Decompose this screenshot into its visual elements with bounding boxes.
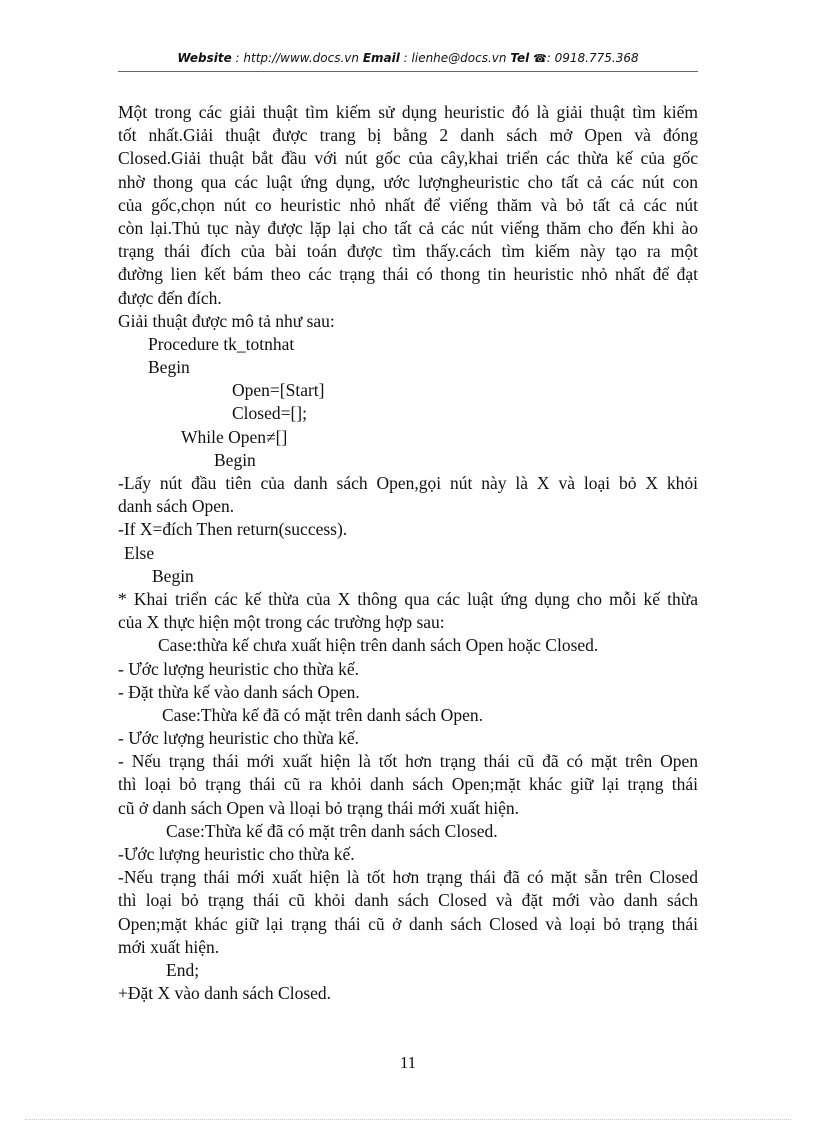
header-divider: [118, 71, 698, 72]
text-line: - Ước lượng heuristic cho thừa kế.: [118, 658, 360, 679]
code-line: Begin: [148, 357, 190, 378]
text-line: được đến đích.: [118, 287, 222, 308]
text-line: nhờ thong qua các luật ứng dụng, ước lượngheuristic cho tất cả các nút con: [118, 171, 698, 192]
text-line: của gốc,chọn nút co heuristic nhỏ nhất để viếng thăm và bỏ tất cả các nút: [118, 194, 698, 215]
website-label: Website: [177, 51, 232, 65]
email-value: : lienhe@docs.vn: [403, 51, 507, 65]
code-line: Else: [124, 542, 155, 563]
case-line: Case:Thừa kế đã có mặt trên danh sách Open.: [162, 704, 483, 725]
text-line: * Khai triển các kế thừa của X thông qua các luật ứng dụng cho mỗi kế thừa: [118, 588, 698, 609]
code-line: While Open≠[]: [181, 426, 288, 447]
text-line: thì loại bỏ trạng thái cũ khỏi danh sách Closed và đặt mới vào danh sách: [118, 890, 698, 911]
text-line: đường lien kết bám theo các trạng thái có thong tin heuristic nhỏ nhất để đạt: [118, 264, 698, 285]
page-header: [118, 51, 698, 65]
text-line: Closed.Giải thuật bắt đầu với nút gốc của cây,khai triển các thừa kế của gốc: [118, 148, 698, 169]
code-line: Begin: [214, 449, 256, 470]
text-line: còn lại.Thủ tục này được lặp lại cho tất cả các nút viếng thăm cho đến khi ào: [118, 217, 698, 238]
text-line: +Đặt X vào danh sách Closed.: [118, 983, 332, 1004]
case-line: Case:thừa kế chưa xuất hiện trên danh sách Open hoặc Closed.: [158, 635, 599, 656]
text-line: Giải thuật được mô tả như sau:: [118, 310, 335, 331]
text-line: - Ước lượng heuristic cho thừa kế.: [118, 728, 360, 749]
text-line: -Lấy nút đầu tiên của danh sách Open,gọi nút này là X và loại bỏ X khỏi: [118, 473, 698, 493]
code-line: Begin: [152, 565, 194, 586]
text-line: thì loại bỏ trạng thái cũ ra khỏi danh sách Open;mặt khác giữ lại trạng thái: [118, 774, 698, 795]
text-line: mới xuất hiện.: [118, 936, 220, 957]
text-line: cũ ở danh sách Open và lloại bỏ trạng thái mới xuất hiện.: [118, 797, 519, 818]
text-line: tốt nhất.Giải thuật được trang bị bằng 2 danh sách mở Open và đóng: [118, 125, 698, 146]
code-line: Closed=[];: [232, 403, 307, 424]
email-label: Email: [362, 51, 400, 65]
tel-value: : 0918.775.368: [546, 51, 639, 65]
page-number: 11: [399, 1053, 417, 1072]
text-line: -Ước lượng heuristic cho thừa kế.: [118, 844, 355, 864]
case-line: Case:Thừa kế đã có mặt trên danh sách Closed.: [166, 820, 498, 841]
code-line: Open=[Start]: [232, 380, 325, 401]
text-line: -Nếu trạng thái mới xuất hiện là tốt hơn trạng thái đã có mặt sẵn trên Closed: [118, 867, 698, 888]
code-line: Procedure tk_totnhat: [148, 333, 295, 354]
text-line: - Nếu trạng thái mới xuất hiện là tốt hơn trạng thái cũ đã có mặt trên Open: [118, 751, 698, 772]
website-value: : http://www.docs.vn: [235, 51, 359, 65]
page-bottom-divider: [25, 1119, 791, 1120]
text-line: của X thực hiện một trong các trường hợp sau:: [118, 612, 445, 633]
document-body: [118, 101, 698, 1005]
text-line: -If X=đích Then return(success).: [118, 519, 348, 540]
text-line: danh sách Open.: [118, 496, 235, 517]
phone-icon: ☎: [533, 52, 547, 65]
text-line: - Đặt thừa kế vào danh sách Open.: [118, 681, 360, 702]
text-line: trạng thái đích của bài toán được tìm thấy.cách tìm kiếm này tạo ra một: [118, 241, 698, 262]
text-line: Open;mặt khác giữ lại trạng thái cũ ở danh sách Closed và loại bỏ trạng thái: [118, 913, 698, 934]
code-line: End;: [166, 959, 200, 980]
text-line: Một trong các giải thuật tìm kiếm sử dụng heuristic đó là giải thuật tìm kiếm: [118, 102, 698, 122]
tel-label: Tel: [510, 51, 530, 65]
